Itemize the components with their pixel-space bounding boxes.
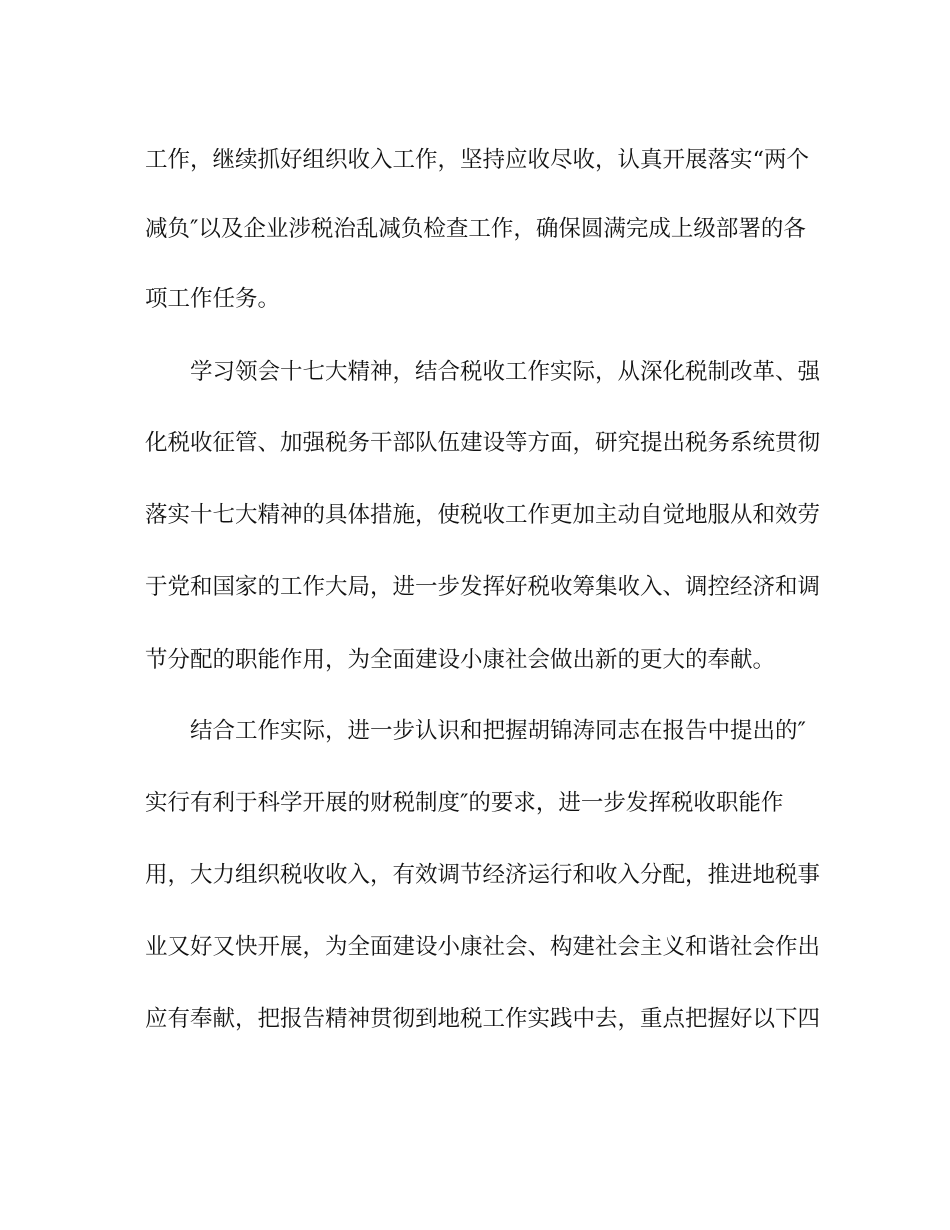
text-line: 节分配的职能作用，为全面建设小康社会做出新的更大的奉献。: [145, 647, 776, 673]
text-line: 落实十七大精神的具体措施，使税收工作更加主动自觉地服从和效劳: [145, 502, 821, 528]
text-line: 用，大力组织税收收入，有效调节经济运行和收入分配，推进地税事: [145, 862, 821, 888]
text-line: 工作，继续抓好组织收入工作，坚持应收尽收，认真开展落实“两个: [145, 147, 810, 173]
text-line: 学习领会十七大精神，结合税收工作实际，从深化税制改革、强: [145, 359, 821, 385]
text-line: 业又好又快开展，为全面建设小康社会、构建社会主义和谐社会作出: [145, 934, 821, 960]
text-line: 应有奉献，把报告精神贯彻到地税工作实践中去，重点把握好以下四: [145, 1006, 821, 1032]
text-line: 结合工作实际，进一步认识和把握胡锦涛同志在报告中提出的″: [145, 718, 806, 744]
text-line: 减负″以及企业涉税治乱减负检查工作，确保圆满完成上级部署的各: [145, 216, 806, 242]
text-line: 项工作任务。: [145, 286, 281, 312]
text-line: 化税收征管、加强税务干部队伍建设等方面，研究提出税务系统贯彻: [145, 430, 821, 456]
text-line: 于党和国家的工作大局，进一步发挥好税收筹集收入、调控经济和调: [145, 574, 821, 600]
text-line: 实行有利于科学开展的财税制度″的要求，进一步发挥税收职能作: [145, 790, 784, 816]
